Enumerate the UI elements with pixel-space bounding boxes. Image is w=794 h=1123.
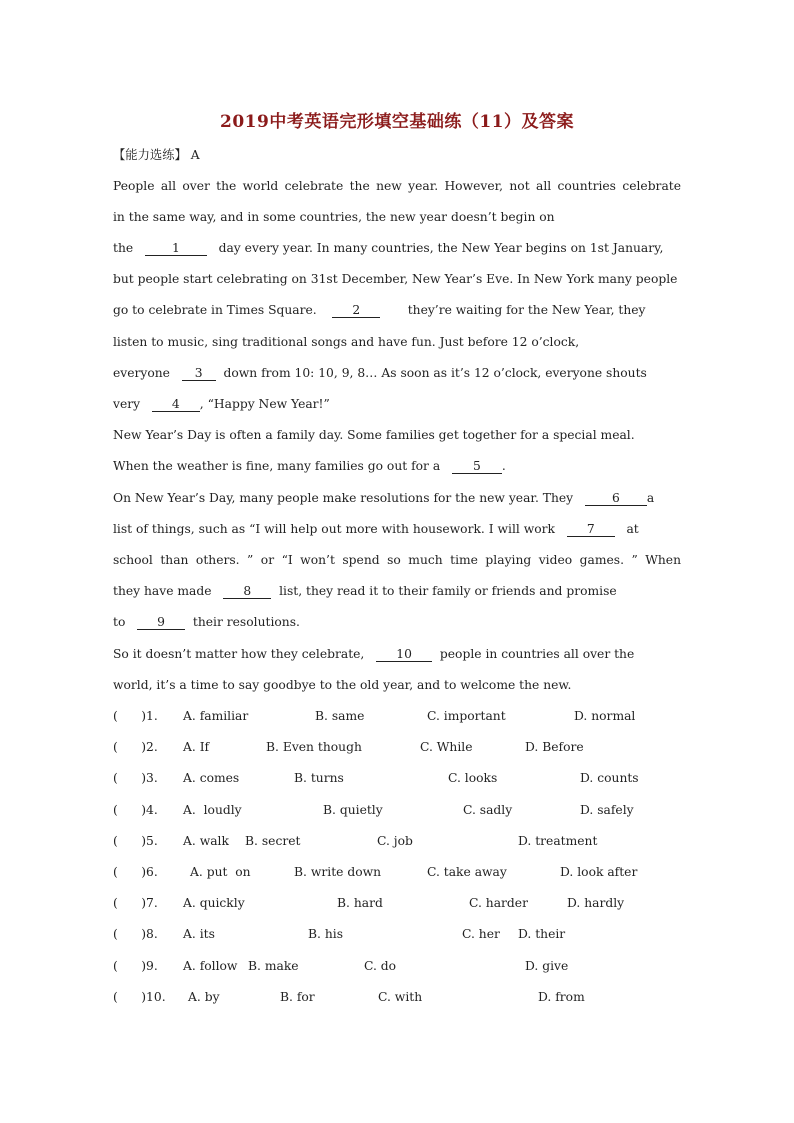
option-c: C. sadly — [463, 803, 513, 817]
option-d: D. look after — [560, 865, 638, 879]
option-c: C. harder — [469, 896, 528, 910]
passage-line-1: People all over the world celebrate the new year. However, not all countries celebrate — [113, 179, 681, 193]
option-c: C. her — [462, 927, 500, 941]
blank-8: 8 — [223, 584, 271, 599]
option-d: D. normal — [574, 709, 636, 723]
page-title: 2019中考英语完形填空基础练（11）及答案 — [220, 112, 574, 132]
passage-line-15: to 9 their resolutions. — [113, 615, 300, 629]
blank-3: 3 — [182, 366, 216, 381]
passage-line-2: in the same way, and in some countries, the new year doesn’t begin on — [113, 210, 555, 224]
option-d: D. give — [525, 959, 569, 973]
option-a: A. comes — [183, 771, 240, 785]
passage-line-7: everyone 3 down from 10: 10, 9, 8… As soon as it’s 12 o’clock, everyone shouts — [113, 366, 647, 380]
option-b: B. make — [248, 959, 299, 973]
option-d: D. hardly — [567, 896, 625, 910]
blank-10: 10 — [376, 647, 432, 662]
passage-line-16: So it doesn’t matter how they celebrate, 10 people in countries all over the — [113, 647, 635, 661]
section-label: 【能力选练】 A — [113, 148, 200, 162]
question-number: ( )5. — [113, 834, 158, 848]
option-a: A. quickly — [183, 896, 245, 910]
option-d: D. treatment — [518, 834, 598, 848]
option-b: B. turns — [294, 771, 344, 785]
blank-4: 4 — [152, 397, 200, 412]
option-c: C. important — [427, 709, 506, 723]
blank-5: 5 — [452, 459, 502, 474]
option-c: C. While — [420, 740, 473, 754]
option-c: C. do — [364, 959, 397, 973]
passage-line-6: listen to music, sing traditional songs and have fun. Just before 12 o’clock, — [113, 335, 580, 349]
option-d: D. counts — [580, 771, 639, 785]
option-a: A. If — [183, 740, 210, 754]
option-a: A. loudly — [183, 803, 242, 817]
option-a: A. familiar — [183, 709, 249, 723]
option-d: D. Before — [525, 740, 584, 754]
passage-line-3: the 1 day every year. In many countries, the New Year begins on 1st January, — [113, 241, 664, 255]
option-c: C. looks — [448, 771, 498, 785]
question-number: ( )6. — [113, 865, 158, 879]
option-b: B. quietly — [323, 803, 383, 817]
blank-6: 6 — [585, 491, 647, 506]
passage-line-12: list of things, such as “I will help out more with housework. I will work 7 at — [113, 522, 639, 536]
option-c: C. job — [377, 834, 413, 848]
option-b: B. his — [308, 927, 344, 941]
option-d: D. safely — [580, 803, 634, 817]
option-c: C. take away — [427, 865, 507, 879]
option-b: B. Even though — [266, 740, 362, 754]
option-a: A. put on — [190, 865, 251, 879]
question-number: ( )8. — [113, 927, 158, 941]
blank-2: 2 — [332, 303, 380, 318]
passage-line-17: world, it’s a time to say goodbye to the old year, and to welcome the new. — [113, 678, 572, 692]
option-b: B. same — [315, 709, 365, 723]
passage-line-9: New Year’s Day is often a family day. Some families get together for a special meal. — [113, 428, 635, 442]
passage-line-14: they have made 8 list, they read it to their family or friends and promise — [113, 584, 617, 598]
question-number: ( )4. — [113, 803, 158, 817]
passage-line-13: school than others. ” or “I won’t spend so much time playing video games. ” When — [113, 553, 681, 567]
option-b: B. for — [280, 990, 315, 1004]
passage-line-5: go to celebrate in Times Square. 2 they’re waiting for the New Year, they — [113, 303, 646, 317]
option-a: A. its — [183, 927, 215, 941]
passage-line-10: When the weather is fine, many families go out for a 5 . — [113, 459, 506, 473]
question-number: ( )9. — [113, 959, 158, 973]
option-a: A. follow — [183, 959, 238, 973]
option-b: B. write down — [294, 865, 382, 879]
option-c: C. with — [378, 990, 423, 1004]
blank-7: 7 — [567, 522, 615, 537]
blank-1: 1 — [145, 241, 207, 256]
option-a: A. by — [188, 990, 220, 1004]
blank-9: 9 — [137, 615, 185, 630]
passage-line-8: very 4 , “Happy New Year!” — [113, 397, 330, 411]
option-b: B. hard — [337, 896, 383, 910]
question-number: ( )3. — [113, 771, 158, 785]
option-a: A. walk — [183, 834, 229, 848]
question-number: ( )2. — [113, 740, 158, 754]
option-d: D. from — [538, 990, 585, 1004]
option-b: B. secret — [245, 834, 301, 848]
question-number: ( )1. — [113, 709, 158, 723]
passage-line-11: On New Year’s Day, many people make resolutions for the new year. They 6 a — [113, 491, 655, 505]
option-d: D. their — [518, 927, 566, 941]
passage-line-4: but people start celebrating on 31st December, New Year’s Eve. In New York many people — [113, 272, 678, 286]
question-number: ( )7. — [113, 896, 158, 910]
question-number: ( )10. — [113, 990, 166, 1004]
